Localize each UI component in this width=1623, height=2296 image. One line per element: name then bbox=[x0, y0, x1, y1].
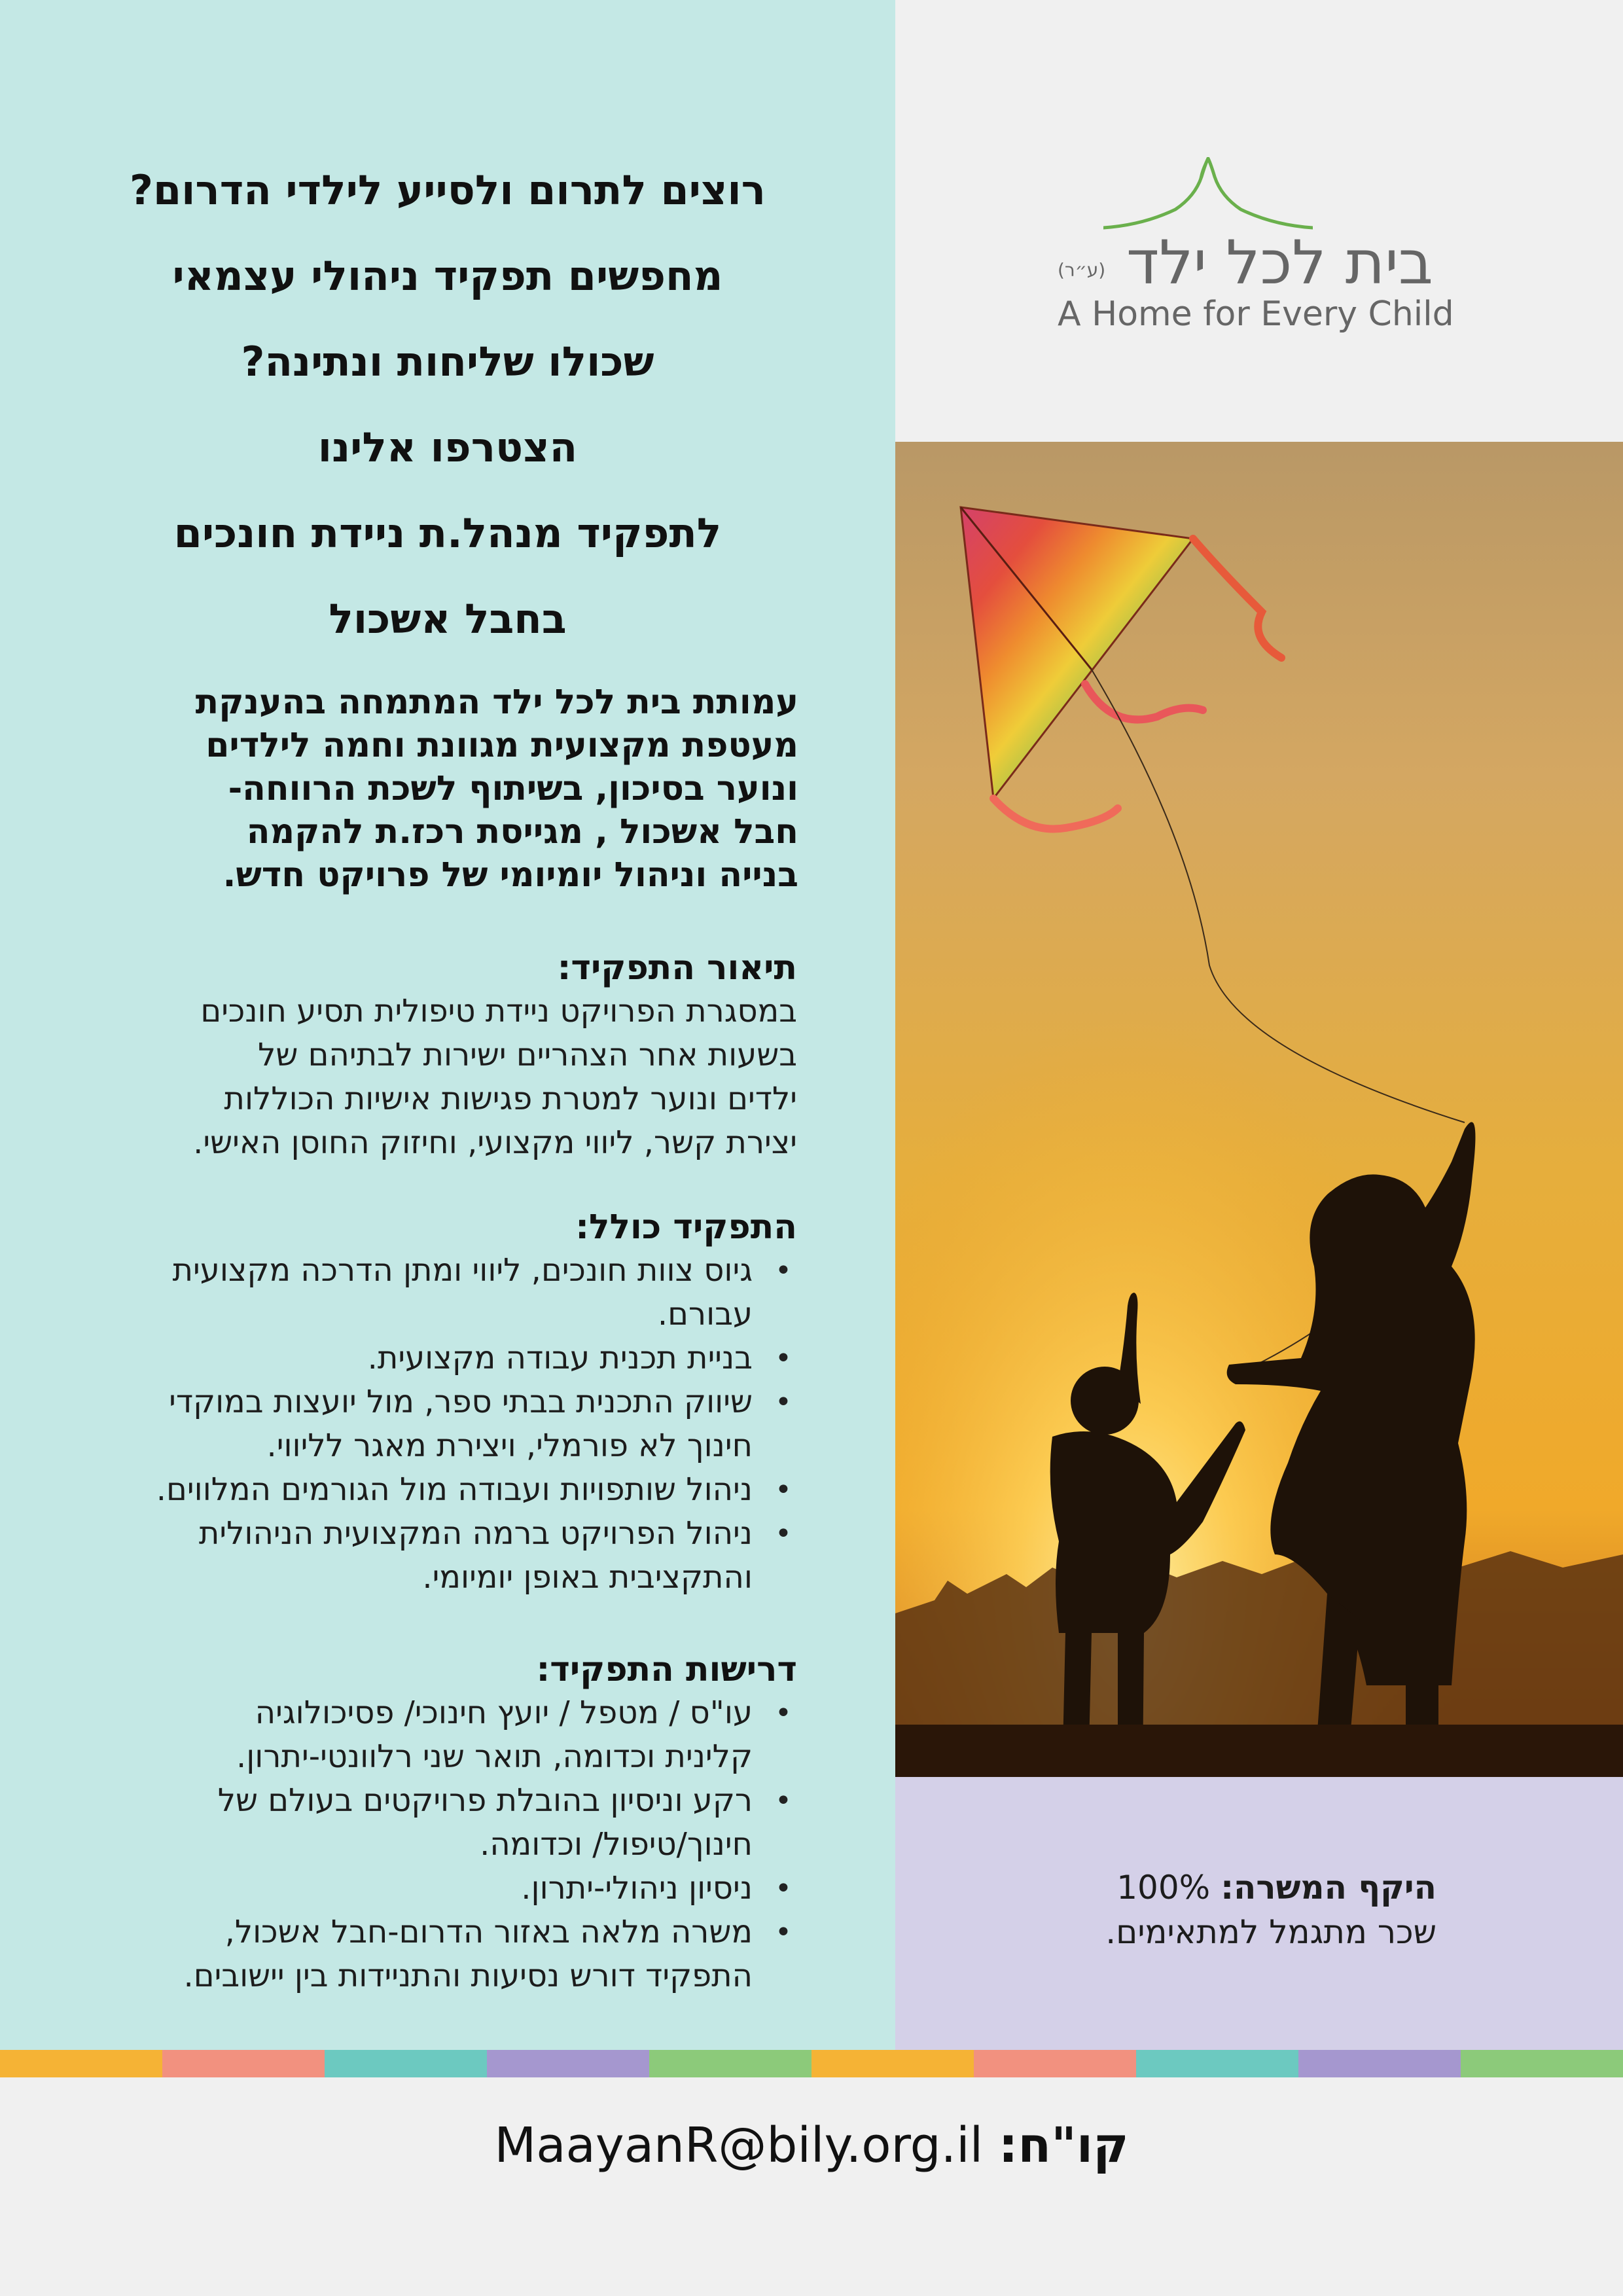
list-item-line: • משרה מלאה באזור הדרום-חבל אשכול, bbox=[224, 1914, 753, 1950]
stripe-segment bbox=[974, 2050, 1136, 2077]
intro-line: בנייה וניהול יומיומי של פרויקט חדש. bbox=[223, 855, 798, 895]
list-item-line: • ניהול שותפויות ועבודה מול הגורמים המלווים. bbox=[156, 1471, 753, 1508]
section-title: התפקיד כולל: bbox=[575, 1208, 797, 1247]
stripe-segment bbox=[325, 2050, 487, 2077]
logo-hebrew-name: בית לכל ילד bbox=[1126, 228, 1433, 298]
headline-line: שכולו שליחות ונתינה? bbox=[241, 338, 654, 386]
description-line: במסגרת הפרויקט ניידת טיפולית תסיע חונכים bbox=[200, 993, 797, 1030]
description-text bbox=[58, 990, 797, 1165]
stripe-segment bbox=[1136, 2050, 1298, 2077]
contact-label: קו"ח: bbox=[998, 2117, 1129, 2174]
intro-line: ונוער בסיכון, בשיתוף לשכת הרווחה- bbox=[228, 769, 798, 808]
list-item bbox=[58, 1779, 797, 1867]
list-item-line: חינוך לא פורמלי, ויצירת מאגר לליווי. bbox=[266, 1427, 753, 1464]
job-scope-text bbox=[1105, 1865, 1436, 1954]
list-item-line: • שיווק התכנית בבתי ספר, מול יועצות במוקדי bbox=[169, 1384, 753, 1420]
list-item-line: • ניסיון ניהולי-יתרון. bbox=[521, 1870, 753, 1907]
description-line: יצירת קשר, ליווי מקצועי, וחיזוק החוסן האישי. bbox=[193, 1124, 797, 1161]
list-item-line: • בניית תכנית עבודה מקצועית. bbox=[367, 1340, 753, 1376]
list-item-line: חינוך/טיפול/ וכדומה. bbox=[480, 1826, 753, 1863]
kite-silhouette-photo bbox=[895, 442, 1623, 1777]
list-item bbox=[58, 1867, 797, 1910]
stripe-segment bbox=[1298, 2050, 1461, 2077]
requirements-section bbox=[58, 1648, 797, 1998]
headline-line: בחבל אשכול bbox=[329, 595, 567, 643]
list-item-line: התפקיד דורש נסיעות והתניידות בין יישובים. bbox=[183, 1958, 753, 1994]
logo-registered-mark: (ע״ר) bbox=[1058, 259, 1106, 281]
requirements-list bbox=[58, 1691, 797, 1998]
description-line: ילדים ונוער למטרת פגישות אישיות הכוללות bbox=[224, 1081, 797, 1117]
list-item bbox=[58, 1336, 797, 1380]
headline-block bbox=[65, 147, 830, 662]
intro-line: מעטפת מקצועית מגוונת וחמה לילדים bbox=[205, 726, 798, 765]
section-title: תיאור התפקיד: bbox=[557, 948, 797, 988]
stripe-segment bbox=[649, 2050, 812, 2077]
list-item-line: והתקציבית באופן יומיומי. bbox=[422, 1559, 753, 1596]
list-item bbox=[58, 1512, 797, 1600]
stripe-segment bbox=[487, 2050, 649, 2077]
color-stripe bbox=[0, 2050, 1623, 2077]
list-item bbox=[58, 1910, 797, 1998]
logo bbox=[895, 0, 1623, 442]
job-scope-box bbox=[895, 1777, 1623, 2050]
role-includes-section bbox=[58, 1206, 797, 1600]
role-description-section bbox=[58, 946, 797, 1165]
headline-line: לתפקיד מנהל.ת ניידת חונכים bbox=[173, 509, 722, 557]
intro-line: חבל אשכול , מגייסת רכז.ת להקמה bbox=[246, 812, 798, 852]
section-title: דרישות התפקיד: bbox=[536, 1650, 797, 1689]
contact-email-link[interactable]: MaayanR@bily.org.il bbox=[494, 2117, 984, 2174]
list-item-line: • ניהול הפרויקט ברמה המקצועית הניהולית bbox=[198, 1515, 753, 1552]
list-item-line: עבורם. bbox=[657, 1296, 753, 1333]
list-item bbox=[58, 1380, 797, 1468]
list-item bbox=[58, 1691, 797, 1779]
headline-line: רוצים לתרום ולסייע לילדי הדרום? bbox=[130, 166, 766, 214]
list-item-line: • רקע וניסיון בהובלת פרויקטים בעולם של bbox=[217, 1782, 753, 1819]
salary-text: שכר מתגמל למתאימים. bbox=[1105, 1913, 1436, 1951]
list-item-line: קלינית וכדומה, תואר שני רלוונטי-יתרון. bbox=[236, 1738, 753, 1775]
contact-line bbox=[0, 2113, 1623, 2178]
list-item-line: • עו"ס / מטפל / יועץ חינוכי/ פסיכולוגיה bbox=[255, 1695, 753, 1731]
text-panel bbox=[0, 0, 895, 2050]
list-item-line: • גיוס צוות חונכים, ליווי ומתן הדרכה מקצועית bbox=[172, 1252, 753, 1289]
logo-english-name: A Home for Every Child bbox=[1058, 295, 1454, 334]
headline-line: מחפשים תפקיד ניהולי עצמאי bbox=[172, 252, 723, 300]
stripe-segment bbox=[162, 2050, 325, 2077]
description-line: בשעות אחר הצהריים ישירות לבתיהם של bbox=[258, 1037, 797, 1073]
headline-line: הצטרפו אלינו bbox=[317, 423, 578, 471]
intro-paragraph bbox=[59, 681, 798, 897]
scope-label: היקף המשרה: bbox=[1221, 1869, 1436, 1907]
scope-value: 100% bbox=[1116, 1869, 1211, 1907]
stripe-segment bbox=[0, 2050, 162, 2077]
stripe-segment bbox=[812, 2050, 974, 2077]
role-list bbox=[58, 1249, 797, 1600]
intro-line: עמותת בית לכל ילד המתמחה בהענקת bbox=[195, 683, 798, 722]
house-roof-icon bbox=[1103, 157, 1313, 236]
list-item bbox=[58, 1249, 797, 1336]
stripe-segment bbox=[1461, 2050, 1623, 2077]
sunset-illustration bbox=[895, 442, 1623, 1777]
list-item bbox=[58, 1468, 797, 1512]
